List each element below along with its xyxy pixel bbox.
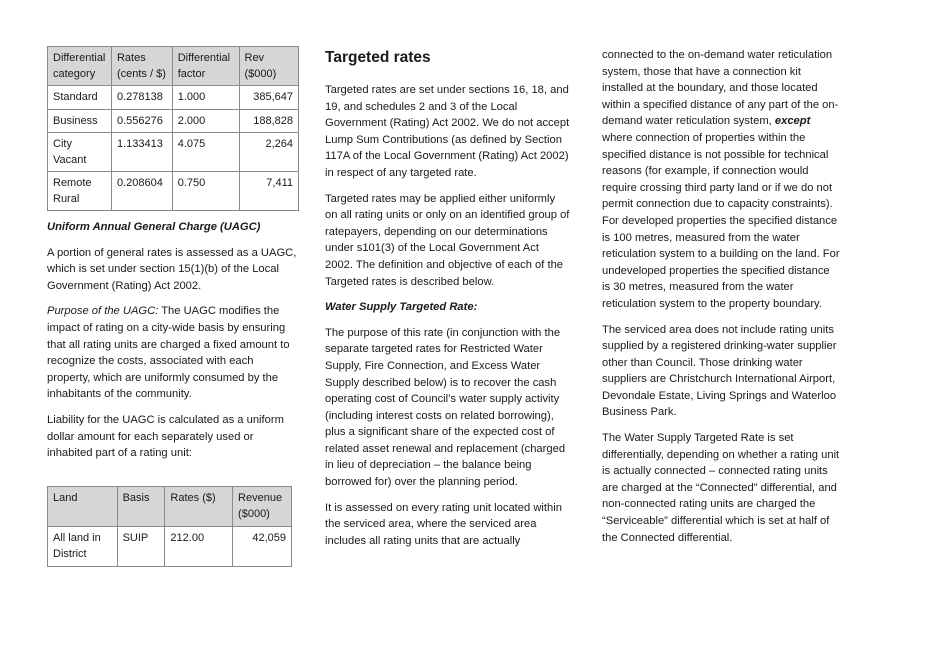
table-cell: 2.000 <box>172 109 239 133</box>
targeted-paragraph: It is assessed on every rating unit located within the serviced area, where the serviced area includes all rating units that are actually <box>325 501 562 547</box>
col3-paragraph: The Water Supply Targeted Rate is set differentially, depending on whether a rating unit is actually connected – connected rating units are charged at the “Connected” differential, and non-connected rating units are charged the “Serviceable” differential which is set at half of the Connected differential. <box>602 432 840 544</box>
header-cell: Rates ($) <box>165 487 233 527</box>
table-cell: SUIP <box>117 527 165 567</box>
middle-column <box>325 48 570 549</box>
header-cell: Differential factor <box>172 47 239 86</box>
targeted-paragraph: The purpose of this rate (in conjunction with the separate targeted rates for Restricted Water Supply, Fire Connection, and Excess Water Supply described below) is to recover the cash operating cost of Council’s water supply activity (including interest costs on related borrowing), plus a significant share of the expected cost of related asset renewal and replacement (charged in lieu of depreciation – the balance being borrowed for) over the planning period. <box>325 326 566 489</box>
targeted-paragraph: Targeted rates may be applied either uniformly on all rating units or only on an identified group of ratepayers, depending on our determinations under s101(3) of the Local Government Act 2002. The definition and objective of each of the Targeted rates is described below. <box>325 192 570 288</box>
table-row <box>48 527 292 567</box>
table-cell: All land in District <box>48 527 118 567</box>
table-cell: 0.556276 <box>111 109 172 133</box>
table-row <box>48 172 299 211</box>
uagc-purpose-text: The UAGC modifies the impact of rating on a city-wide basis by ensuring that all rating units are charged a fixed amount to recognize the costs, associated with each property, which are uniformly consumed by the inhabitants of the community. <box>47 305 290 401</box>
table-cell: 7,411 <box>239 172 299 211</box>
header-cell: Land <box>48 487 118 527</box>
col3-paragraph: The serviced area does not include rating units supplied by a registered drinking-water supplier other than Council. Those drinking water suppliers are Christchurch International Airport, Devondale Estate, Living Springs and Waterloo Business Park. <box>602 323 837 419</box>
rates-table <box>47 46 299 211</box>
uagc-table <box>47 486 292 567</box>
header-cell: Basis <box>117 487 165 527</box>
table-cell: 212.00 <box>165 527 233 567</box>
header-cell: Rates (cents / $) <box>111 47 172 86</box>
table-cell: 4.075 <box>172 133 239 172</box>
table-cell: 2,264 <box>239 133 299 172</box>
uagc-paragraph: A portion of general rates is assessed as a UAGC, which is set under section 15(1)(b) of the Local Government (Rating) Act 2002. <box>47 246 297 292</box>
table-cell: 42,059 <box>233 527 292 567</box>
table-cell: 0.278138 <box>111 86 172 110</box>
table-cell: Business <box>48 109 112 133</box>
text-run: connected to the on-demand water reticulation system, those that have a connection kit installed at the boundary, and those located within a specified distance of any part of the on-demand water reticulation system, <box>602 49 839 128</box>
emphasis-except: except <box>774 115 811 128</box>
table-cell: Standard <box>48 86 112 110</box>
text-run: where connection of properties within the specified distance is not possible for technical reasons (for example, if connection would require crossing third party land or if we do not permit connection due to capacity constraints). For developed properties the specified distance is 100 metres, measured from the water reticulation system to a building on the land. For undeveloped properties the specified distance is 30 metres, measured from the water reticulation system to the property boundary. <box>602 131 840 310</box>
table-cell: Remote Rural <box>48 172 112 211</box>
table-cell: 188,828 <box>239 109 299 133</box>
table-row <box>48 133 299 172</box>
header-cell: Revenue ($000) <box>233 487 292 527</box>
table-cell: 0.750 <box>172 172 239 211</box>
uagc-purpose-paragraph <box>47 303 299 403</box>
water-supply-heading: Water Supply Targeted Rate: <box>325 301 478 314</box>
table-cell: City Vacant <box>48 133 112 172</box>
uagc-table-header <box>48 487 292 527</box>
table-row <box>48 109 299 133</box>
table-cell: 1.000 <box>172 86 239 110</box>
uagc-liability-paragraph: Liability for the UAGC is calculated as a uniform dollar amount for each separately used or inhabited part of a rating unit: <box>47 413 284 460</box>
table-row <box>48 86 299 110</box>
serviced-area-paragraph <box>602 47 840 313</box>
section-title: Targeted rates <box>325 49 431 66</box>
header-cell: Differential category <box>48 47 112 86</box>
rates-table-header <box>48 47 299 86</box>
right-column <box>602 47 840 546</box>
table-cell: 1.133413 <box>111 133 172 172</box>
uagc-purpose-label: Purpose of the UAGC: <box>47 305 159 318</box>
header-cell: Rev ($000) <box>239 47 299 86</box>
table-cell: 0.208604 <box>111 172 172 211</box>
table-cell: 385,647 <box>239 86 299 110</box>
uagc-heading: Uniform Annual General Charge (UAGC) <box>47 221 261 233</box>
targeted-paragraph: Targeted rates are set under sections 16, 18, and 19, and schedules 2 and 3 of the Local Government (Rating) Act 2002. We do not accept Lump Sum Contributions (as defined by Section 117A of the Local Government (Rating) Act 2002) in respect of any targeted rate. <box>325 84 570 179</box>
